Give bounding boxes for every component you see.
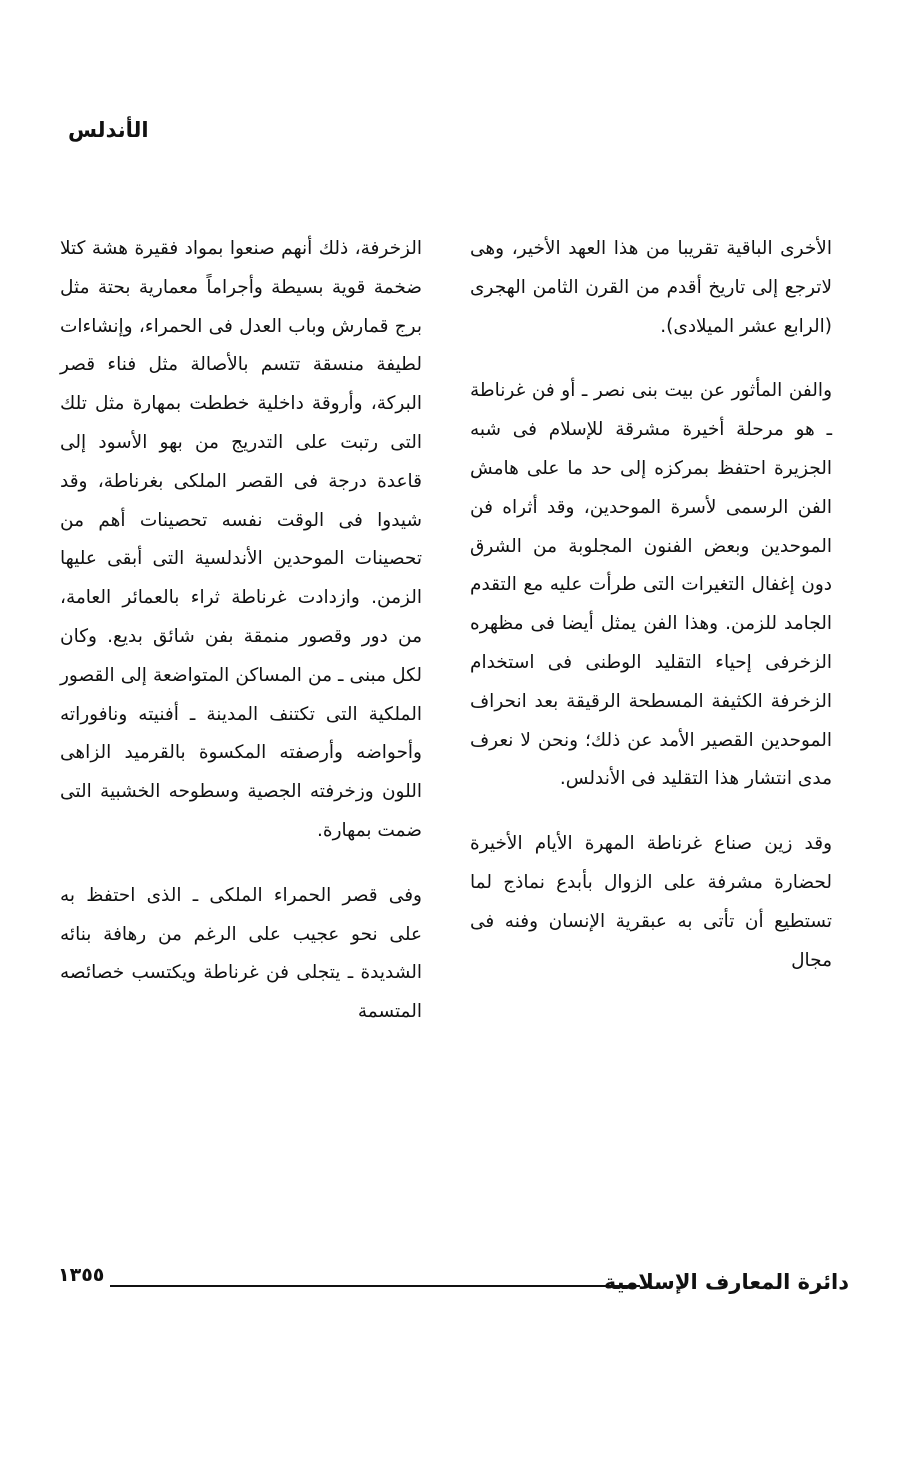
- footer-encyclopedia-title: دائرة المعارف الإسلامية: [603, 1270, 849, 1294]
- text-column-right: [470, 230, 832, 1006]
- page-number: ١٣٥٥: [58, 1264, 105, 1286]
- paragraph: الأخرى الباقية تقريبا من هذا العهد الأخير، وهى لاترجع إلى تاريخ أقدم من القرن الثامن الهجرى (الرابع عشر الميلادى).: [470, 238, 832, 337]
- text-column-left: [60, 230, 422, 1058]
- paragraph: وقد زين صناع غرناطة المهرة الأيام الأخيرة لحضارة مشرفة على الزوال بأبدع نماذج لما تستطيع أن تأتى به عبقرية الإنسان وفنه فى مجال: [470, 833, 832, 971]
- running-head-title: الأندلس: [68, 118, 149, 142]
- footer-rule: [110, 1285, 640, 1287]
- paragraph: وفى قصر الحمراء الملكى ـ الذى احتفظ به على نحو عجيب على الرغم من رهافة بنائه الشديدة ـ يتجلى فن غرناطة ويكتسب خصائصه المتسمة: [60, 884, 422, 1023]
- paragraph: الزخرفة، ذلك أنهم صنعوا بمواد فقيرة هشة كتلا ضخمة قوية بسيطة وأجراماً معمارية بحتة مثل برج قمارش وباب العدل فى الحمراء، وإنشاءات لطيفة منسقة تتسم بالأصالة مثل فناء قصر البركة، وأروقة داخلية خططت بمهارة مثل تلك التى رتبت على التدريج من بهو الأسود إلى قاعدة درجة فى القصر الملكى بغرناطة، وقد شيدوا فى الوقت نفسه تحصينات أهم من تحصينات الموحدين الأندلسية التى أبقى عليها الزمن. وازدادت غرناطة ثراء بالعمائر العامة، من دور وقصور منمقة بفن شائق بديع. وكان لكل مبنى ـ من المساكن المتواضعة إلى القصور الملكية التى تكتنف المدينة ـ أفنيته ونافوراته وأحواضه وأرصفته المكسوة بالقرميد الزاهى اللون وزخرفته الجصية وسطوحه الخشبية التى ضمت بمهارة.: [60, 238, 422, 841]
- paragraph: والفن المأثور عن بيت بنى نصر ـ أو فن غرناطة ـ هو مرحلة أخيرة مشرقة للإسلام فى شبه الجزيرة احتفظ بمركزه إلى حد ما على هامش الفن الرسمى لأسرة الموحدين، وقد أثراه فن الموحدين وبعض الفنون المجلوبة من الشرق دون إغفال التغيرات التى طرأت عليه مع التقدم الجامد للزمن. وهذا الفن يمثل أيضا فى مظهره الزخرفى إحياء التقليد الوطنى فى استخدام الزخرفة الكثيفة المسطحة الرقيقة بعد انحراف الموحدين القصير الأمد عن ذلك؛ ونحن لا نعرف مدى انتشار هذا التقليد فى الأندلس.: [470, 380, 832, 790]
